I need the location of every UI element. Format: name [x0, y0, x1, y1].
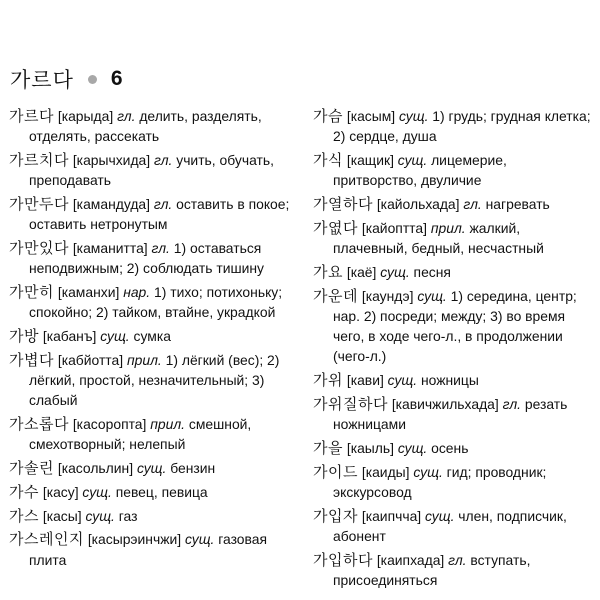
entry-transcription: [кабйотта]: [57, 351, 124, 368]
page-header: [10, 64, 123, 94]
entry-headword: 가솔린: [9, 459, 54, 477]
entry-part-of-speech: гл.: [502, 395, 522, 412]
dictionary-entry: [9, 458, 293, 478]
entry-transcription: [карыда]: [57, 108, 114, 124]
entry-headword: 가위질하다: [313, 394, 388, 413]
entry-transcription: [камандуда]: [72, 196, 151, 212]
entry-headword: 가엾다: [313, 218, 358, 237]
entry-headword: 가을: [313, 438, 343, 457]
entry-transcription: [каё]: [346, 263, 377, 280]
entry-part-of-speech: сущ.: [100, 328, 130, 344]
entry-part-of-speech: прил.: [150, 416, 186, 432]
dictionary-entry: [9, 482, 293, 502]
entry-headword: 가스레인지: [9, 530, 84, 549]
entry-definition: вступать, присоединяться: [333, 551, 531, 588]
entry-part-of-speech: сущ.: [387, 372, 418, 388]
entry-part-of-speech: гл.: [151, 240, 170, 256]
entry-definition: нагревать: [485, 196, 550, 212]
entry-part-of-speech: сущ.: [417, 287, 447, 304]
running-head-word: 가르다: [10, 68, 74, 92]
entry-part-of-speech: сущ.: [397, 439, 428, 456]
entry-transcription: [кайоптта]: [361, 219, 427, 236]
dictionary-entry: [313, 106, 593, 146]
entry-headword: 가만두다: [9, 195, 69, 213]
entry-part-of-speech: сущ.: [425, 507, 455, 524]
entry-transcription: [карычхида]: [72, 152, 151, 168]
entry-part-of-speech: нар.: [123, 284, 151, 300]
right-column: [313, 106, 593, 594]
entry-definition: осень: [431, 439, 469, 456]
entry-transcription: [кащик]: [346, 152, 394, 168]
entry-headword: 가수: [9, 482, 39, 501]
entry-headword: 가운데: [313, 286, 358, 305]
entry-transcription: [каипхада]: [376, 551, 445, 568]
page-number: 6: [110, 67, 123, 90]
entry-definition: гид; проводник; экскурсовод: [333, 463, 547, 500]
entry-definition: смешной, смехотворный; нелепый: [29, 416, 252, 453]
entry-definition: 1) тихо; потихоньку; спокойно; 2) тайком, втайне, украдкой: [29, 284, 283, 321]
dictionary-entry: [9, 194, 293, 234]
entry-part-of-speech: сущ.: [397, 152, 428, 168]
entry-part-of-speech: гл.: [463, 196, 482, 212]
entry-headword: 가이드: [313, 462, 358, 481]
entry-part-of-speech: гл.: [448, 551, 467, 568]
entry-transcription: [каундэ]: [361, 287, 414, 304]
entry-transcription: [каиды]: [361, 463, 410, 480]
entry-headword: 가요: [313, 262, 343, 281]
entry-part-of-speech: сущ.: [82, 483, 112, 500]
entry-part-of-speech: сущ.: [184, 531, 215, 548]
entry-headword: 가입자: [313, 506, 358, 525]
entry-transcription: [кави]: [346, 372, 384, 388]
entry-headword: 가식: [313, 151, 343, 169]
dictionary-entry: [313, 506, 593, 546]
entry-transcription: [касу]: [42, 483, 79, 500]
entry-transcription: [касы]: [42, 507, 82, 524]
entry-definition: сумка: [133, 328, 171, 344]
dictionary-entry: [313, 286, 593, 367]
entry-definition: бензин: [170, 460, 216, 476]
entry-transcription: [кайольхада]: [376, 196, 460, 212]
entry-transcription: [каыль]: [346, 439, 394, 456]
dictionary-entry: [313, 218, 593, 258]
entry-definition: член, подписчик, абонент: [333, 507, 567, 544]
entry-transcription: [касоропта]: [72, 416, 147, 432]
entry-transcription: [касольлин]: [57, 460, 134, 476]
entry-definition: певец, певица: [115, 483, 208, 500]
dictionary-entry: [9, 326, 293, 346]
dictionary-entry: [9, 150, 293, 190]
entry-transcription: [касым]: [346, 108, 396, 124]
entry-definition: 1) оставаться неподвижным; 2) соблюдать тишину: [29, 240, 265, 277]
dictionary-entry: [9, 238, 293, 278]
entry-transcription: [каипчча]: [361, 507, 422, 524]
entry-part-of-speech: прил.: [430, 219, 466, 236]
dictionary-entry: [9, 414, 293, 454]
entry-definition: лицемерие, притворство, двуличие: [333, 152, 507, 189]
entry-definition: жалкий, плачевный, бедный, несчастный: [333, 219, 544, 256]
entry-transcription: [каманитта]: [72, 240, 148, 256]
dictionary-entry: [9, 506, 293, 526]
entry-headword: 가슴: [313, 107, 343, 125]
entry-definition: 1) грудь; грудная клетка; 2) сердце, душа: [333, 108, 591, 145]
entry-part-of-speech: сущ.: [136, 460, 167, 476]
entry-headword: 가스: [9, 506, 39, 525]
dictionary-entry: [313, 394, 593, 434]
dictionary-entry: [313, 150, 593, 190]
entry-definition: учить, обучать, преподавать: [29, 152, 274, 189]
entry-part-of-speech: сущ.: [413, 463, 443, 480]
entry-transcription: [кавичжильхада]: [391, 395, 499, 412]
dictionary-entry: [313, 370, 593, 390]
entry-part-of-speech: гл.: [154, 152, 173, 168]
entry-headword: 가열하다: [313, 195, 373, 213]
dictionary-entry: [313, 262, 593, 282]
entry-definition: 1) лёгкий (вес); 2) лёгкий, простой, незначительный; 3) слабый: [29, 351, 280, 409]
dictionary-entry: [313, 550, 593, 590]
entry-transcription: [каманхи]: [57, 284, 120, 300]
entry-headword: 가르다: [9, 107, 54, 125]
entry-part-of-speech: сущ.: [85, 507, 115, 524]
entry-definition: ножницы: [420, 372, 479, 388]
dictionary-entry: [313, 194, 593, 214]
dictionary-entry: [313, 438, 593, 458]
entry-definition: газовая плита: [29, 531, 267, 568]
entry-transcription: [кабанъ]: [42, 328, 97, 344]
dictionary-entry: [9, 106, 293, 146]
entry-headword: 가입하다: [313, 550, 373, 569]
dictionary-entry: [9, 529, 293, 569]
entry-part-of-speech: прил.: [126, 351, 162, 368]
entry-definition: 1) середина, центр; нар. 2) посреди; между; 3) во время чего, в ходе чего-л., в продолжении (чего-л.): [333, 287, 577, 365]
entry-definition: резать ножницами: [333, 395, 568, 432]
entry-transcription: [касырэинчжи]: [87, 531, 182, 548]
entry-part-of-speech: сущ.: [399, 108, 429, 124]
dictionary-entry: [9, 350, 293, 411]
entry-headword: 가볍다: [9, 350, 54, 369]
entry-headword: 가르치다: [9, 151, 69, 169]
left-column: [9, 106, 293, 573]
separator-dot-icon: [88, 75, 97, 84]
entry-part-of-speech: гл.: [153, 196, 173, 212]
entry-definition: песня: [413, 263, 451, 280]
entry-part-of-speech: сущ.: [380, 263, 410, 280]
entry-headword: 가방: [9, 327, 39, 345]
entry-definition: оставить в покое; оставить нетронутым: [29, 196, 290, 233]
dictionary-entry: [313, 462, 593, 502]
entry-part-of-speech: гл.: [117, 108, 136, 124]
entry-headword: 가만히: [9, 283, 54, 301]
entry-headword: 가소롭다: [9, 415, 69, 433]
dictionary-entry: [9, 282, 293, 322]
entry-headword: 가만있다: [9, 239, 69, 257]
entry-headword: 가위: [313, 371, 343, 389]
entry-definition: газ: [118, 507, 138, 524]
entry-definition: делить, разделять, отделять, рассекать: [29, 108, 262, 145]
